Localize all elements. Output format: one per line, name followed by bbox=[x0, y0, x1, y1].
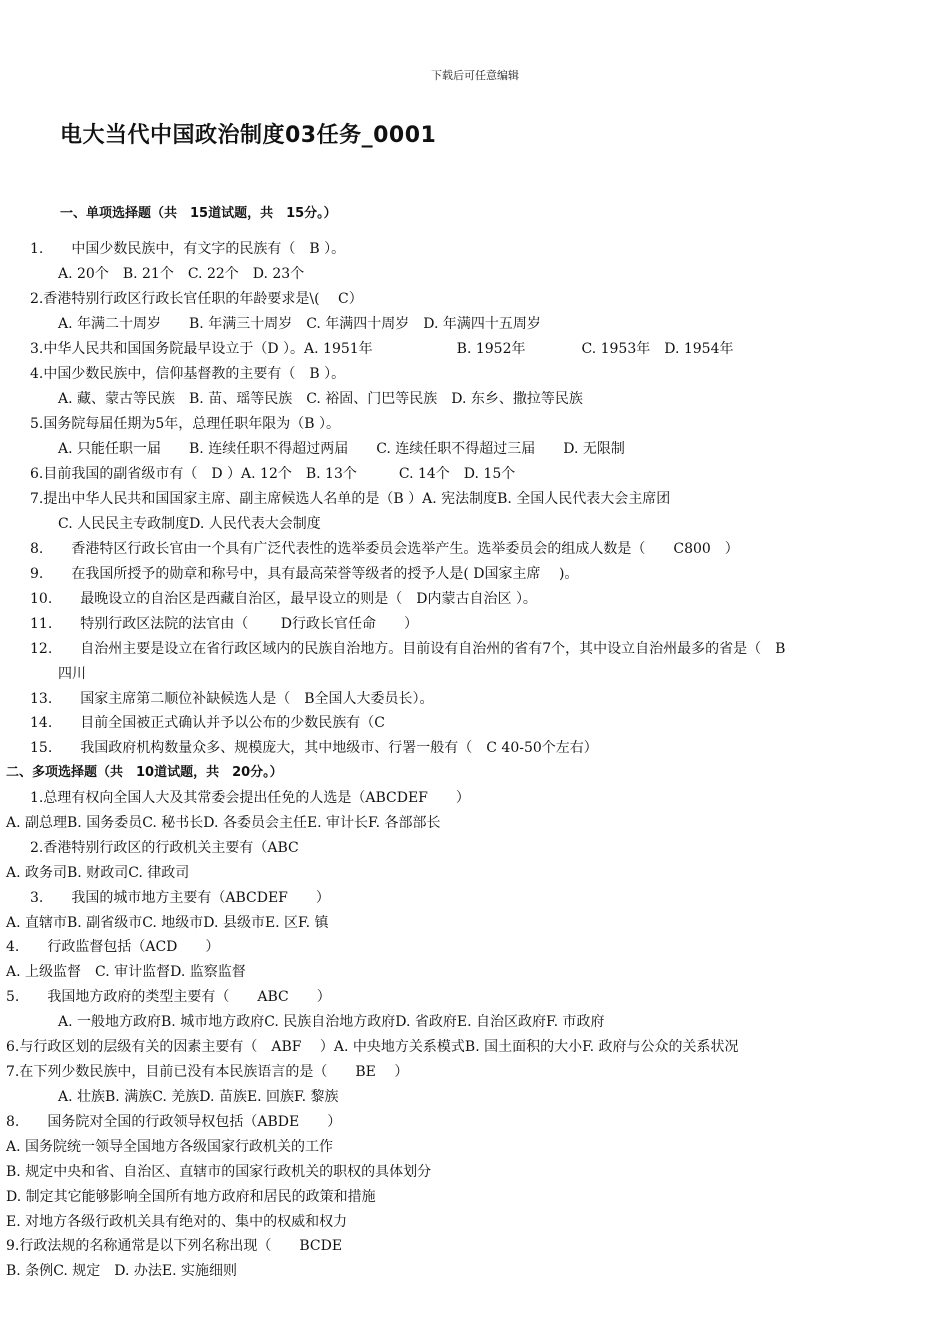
text-line: 7.提出中华人民共和国国家主席、副主席候选人名单的是（B ）A. 宪法制度B. 全国人民代表大会主席团 bbox=[30, 491, 671, 507]
text-line: 5.国务院每届任期为5年，总理任职年限为（B ）。 bbox=[30, 416, 341, 432]
text-line: 3. 我国的城市地方主要有（ABCDEF ） bbox=[30, 890, 330, 906]
text-line: A. 年满二十周岁 B. 年满三十周岁 C. 年满四十周岁 D. 年满四十五周岁 bbox=[58, 316, 541, 332]
text-line: A. 藏、蒙古等民族 B. 苗、瑶等民族 C. 裕固、门巴等民族 D. 东乡、撒拉等民族 bbox=[58, 391, 583, 407]
text-line: C. 人民民主专政制度D. 人民代表大会制度 bbox=[58, 516, 321, 532]
text-line: 7.在下列少数民族中，目前已没有本民族语言的是（ BE ） bbox=[6, 1064, 409, 1080]
text-line: 9.行政法规的名称通常是以下列名称出现（ BCDE bbox=[6, 1238, 343, 1254]
text-line: 1.总理有权向全国人大及其常委会提出任免的人选是（ABCDEF ） bbox=[30, 790, 470, 806]
text-line: 11. 特别行政区法院的法官由（ D行政长官任命 ） bbox=[30, 616, 418, 632]
text-line: 2.香港特别行政区的行政机关主要有（ABC bbox=[30, 840, 299, 856]
text-line: A. 直辖市B. 副省级市C. 地级市D. 县级市E. 区F. 镇 bbox=[6, 915, 329, 931]
text-line: 5. 我国地方政府的类型主要有（ ABC ） bbox=[6, 989, 331, 1005]
text-line: 9. 在我国所授予的勋章和称号中，具有最高荣誉等级者的授予人是( D国家主席 )。 bbox=[30, 566, 579, 582]
text-line: 15. 我国政府机构数量众多、规模庞大，其中地级市、行署一般有（ C 40-50个左右） bbox=[30, 740, 598, 756]
text-line: 4.中国少数民族中，信仰基督教的主要有（ B ）。 bbox=[30, 366, 346, 382]
text-line: E. 对地方各级行政机关具有绝对的、集中的权威和权力 bbox=[6, 1214, 348, 1230]
text-line: 8. 国务院对全国的行政领导权包括（ABDE ） bbox=[6, 1114, 342, 1130]
text-line: A. 国务院统一领导全国地方各级国家行政机关的工作 bbox=[6, 1139, 334, 1155]
text-line: 8. 香港特区行政长官由一个具有广泛代表性的选举委员会选举产生。选举委员会的组成人数是（ C800 ） bbox=[30, 541, 739, 557]
header-note: 下载后可任意编辑 bbox=[431, 69, 519, 82]
text-line: 10. 最晚设立的自治区是西藏自治区，最早设立的则是（ D内蒙古自治区 ）。 bbox=[30, 591, 537, 607]
text-line: A. 一般地方政府B. 城市地方政府C. 民族自治地方政府D. 省政府E. 自治区政府F. 市政府 bbox=[58, 1014, 605, 1030]
text-line: B. 规定中央和省、自治区、直辖市的国家行政机关的职权的具体划分 bbox=[6, 1164, 432, 1180]
text-line: A. 政务司B. 财政司C. 律政司 bbox=[6, 865, 190, 881]
text-line: 四川 bbox=[58, 666, 86, 682]
text-line: 2.香港特别行政区行政长官任职的年龄要求是\( C） bbox=[30, 291, 363, 307]
text-line: 12. 自治州主要是设立在省行政区域内的民族自治地方。目前设有自治州的省有7个，其中设立自治州最多的省是（ B bbox=[30, 641, 786, 657]
text-line: D. 制定其它能够影响全国所有地方政府和居民的政策和措施 bbox=[6, 1189, 376, 1205]
text-line: 1. 中国少数民族中，有文字的民族有（ B ）。 bbox=[30, 241, 346, 257]
text-line: 6.与行政区划的层级有关的因素主要有（ ABF ）A. 中央地方关系模式B. 国土面积的大小F. 政府与公众的关系状况 bbox=[6, 1039, 739, 1055]
text-line: B. 条例C. 规定 D. 办法E. 实施细则 bbox=[6, 1263, 238, 1279]
text-line: 4. 行政监督包括（ACD ） bbox=[6, 939, 220, 955]
section-heading: 二、多项选择题（共 10道试题，共 20分。） bbox=[6, 765, 283, 780]
document-title: 电大当代中国政治制度03任务_0001 bbox=[60, 123, 437, 148]
text-line: A. 壮族B. 满族C. 羌族D. 苗族E. 回族F. 黎族 bbox=[58, 1089, 339, 1105]
text-line: A. 副总理B. 国务委员C. 秘书长D. 各委员会主任E. 审计长F. 各部部长 bbox=[6, 815, 441, 831]
text-line: A. 上级监督 C. 审计监督D. 监察监督 bbox=[6, 964, 246, 980]
text-line: 3.中华人民共和国国务院最早设立于（D ）。A. 1951年 B. 1952年 C. 1953年 D. 1954年 bbox=[30, 341, 734, 357]
text-line: 14. 目前全国被正式确认并予以公布的少数民族有（C bbox=[30, 715, 385, 731]
text-line: A. 20个 B. 21个 C. 22个 D. 23个 bbox=[58, 266, 305, 282]
text-line: 6.目前我国的副省级市有（ D ）A. 12个 B. 13个 C. 14个 D. 15个 bbox=[30, 466, 516, 482]
text-line: A. 只能任职一届 B. 连续任职不得超过两届 C. 连续任职不得超过三届 D. 无限制 bbox=[58, 441, 625, 457]
text-line: 13. 国家主席第二顺位补缺候选人是（ B全国人大委员长）。 bbox=[30, 691, 434, 707]
section-heading: 一、单项选择题（共 15道试题，共 15分。） bbox=[60, 206, 337, 221]
